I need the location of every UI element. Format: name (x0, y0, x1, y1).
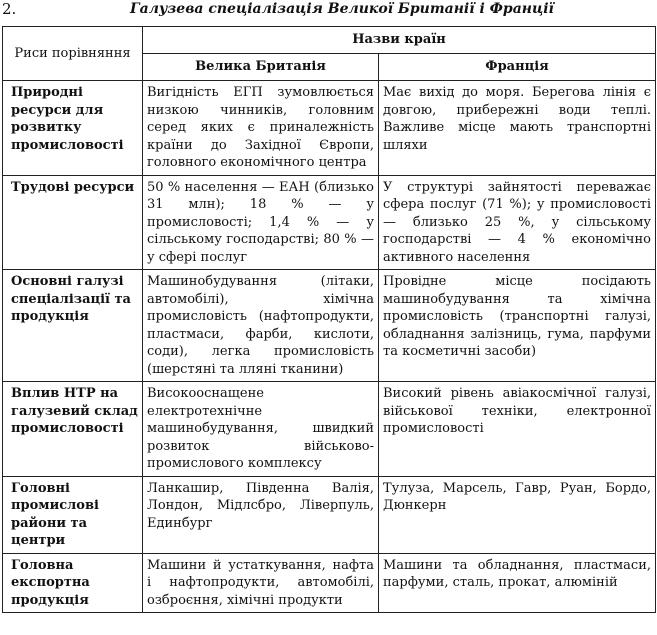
criterion-cell (3, 175, 143, 270)
table-row (3, 175, 656, 270)
gb-cell (143, 382, 379, 477)
fr-cell (379, 382, 656, 477)
fr-text: Тулуза, Марсель, Гавр, Руан, Бордо, Дюнкерн (383, 480, 651, 513)
table-row (3, 270, 656, 382)
gb-text: Високооснащене електротехнічне машинобудування, швидкий розвиток військово-промислового комплексу (147, 386, 374, 471)
gb-cell (143, 270, 379, 382)
criterion-label: Основні галузі спеціалізації та продукція (11, 274, 131, 324)
country-header-gb: Велика Британія (143, 54, 379, 81)
fr-text: У структурі зайнятості переважає сфера послуг (71 %); у промисловості — близько 25 %, у сільському господарстві — 4 % економічно активного населення (383, 179, 651, 265)
gb-text: Машинобудування (літаки, автомобілі), хімічна промисловість (нафтопродукти, пластмаси, фарби, кислоти, соди), легка промисловість (шерстяні та лляні тканини) (147, 274, 374, 377)
table-row (3, 81, 656, 176)
criterion-label: Головна експортна продукція (11, 557, 90, 608)
gb-text: 50 % населення — ЕАН (близько 31 млн); 18 % — у промисловості; 1,4 % — у сільському господарстві; 80 % — у сфері послуг (147, 179, 374, 265)
criterion-label: Природні ресурси для розвитку промисловості (11, 85, 124, 153)
fr-text: Високий рівень авіакосмічної галузі, військової техніки, електронної промисловості (383, 386, 651, 436)
comparison-table (2, 26, 656, 613)
task-number: 2. (2, 0, 17, 18)
gb-text: Ланкашир, Південна Валія, Лондон, Мідлсбро, Ліверпуль, Единбург (147, 480, 374, 531)
criterion-label: Головні промислові райони та центри (11, 480, 99, 548)
header-row (3, 27, 656, 54)
criterion-cell (3, 553, 143, 613)
table-row (3, 382, 656, 477)
fr-cell (379, 270, 656, 382)
criterion-cell (3, 270, 143, 382)
fr-cell (379, 476, 656, 553)
criterion-label: Вплив НТР на галузевий склад промисловості (11, 386, 138, 436)
gb-text: Машини й устаткування, нафта і нафтопродукти, автомобілі, озброєння, хімічні продукти (147, 557, 374, 608)
fr-cell (379, 553, 656, 613)
criterion-cell (3, 476, 143, 553)
table-row (3, 553, 656, 613)
table-row (3, 476, 656, 553)
countries-header: Назви країн (143, 27, 656, 54)
criterion-cell (3, 382, 143, 477)
fr-cell (379, 175, 656, 270)
gb-cell (143, 175, 379, 270)
fr-text: Має вихід до моря. Берегова лінія є довгою, прибережні води теплі. Важливе місце мають транспортні шляхи (383, 85, 651, 153)
criterion-label: Трудові ресурси (11, 179, 135, 195)
criterion-cell (3, 81, 143, 176)
gb-cell (143, 553, 379, 613)
fr-cell (379, 81, 656, 176)
country-header-fr: Франція (379, 54, 656, 81)
fr-text: Провідне місце посідають машинобудування та хімічна промисловість (транспортні галузі, обладнання залізниць, гума, парфуми та косметичні засоби) (383, 274, 651, 359)
gb-cell (143, 81, 379, 176)
criteria-header: Риси порівняння (3, 27, 143, 81)
table-title: Галузева спеціалізація Великої Британії і Франції (130, 1, 554, 17)
gb-text: Вигідність ЕГП зумовлюється низкою чинників, головним серед яких є приналежність країни до Західної Європи, головного економічного центра (147, 85, 374, 170)
gb-cell (143, 476, 379, 553)
fr-text: Машини та обладнання, пластмаси, парфуми, сталь, прокат, алюміній (383, 557, 651, 590)
